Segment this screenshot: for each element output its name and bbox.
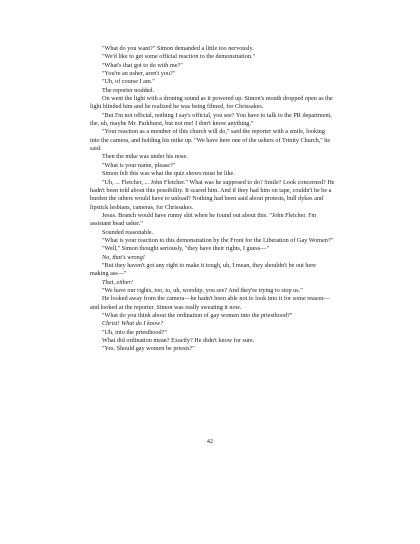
paragraph-italic: Christ! What do I know?: [102, 320, 164, 328]
paragraph-italic: That, either!: [102, 278, 133, 286]
paragraph: "What's that got to do with me?": [102, 61, 183, 69]
paragraph: "But I'm not official, nothing I say's official, you see? You have to talk to the PR department, the, uh, maybe Mr. Parkhurst, but not me! I don't know anything.": [90, 111, 332, 128]
paragraph: The reporter nodded.: [102, 86, 155, 94]
paragraph: "Well," Simon thought seriously, "they have their rights, I guess—": [102, 245, 269, 253]
paragraph: "Yes. Should gay women be priests?": [102, 345, 195, 353]
paragraph: "Uh, of course I am.": [102, 78, 155, 86]
paragraph: "Uh, into the priesthood?": [102, 328, 167, 336]
paragraph: "But they haven't got any right to make it tough, uh, I mean, they shouldn't be out here making ass—": [90, 261, 317, 278]
paragraph: "What is your reaction to this demonstration by the Front for the Liberation of Gay Women?": [102, 236, 334, 244]
paragraph: "What do you want?" Simon demanded a little too nervously.: [102, 45, 254, 52]
paragraph: "Uh, ... Fletcher, ... John Fletcher." What was he supposed to do? Smile? Look concerned? He hadn't been told about this possibility. It scared him. And if they had him on tape, couldn't he be a burden the others would have to unload? Nothing had been said about protests, bull dykes and lipstick lesbians, cameras, for Chrissakes.: [90, 178, 335, 211]
paragraph: Jesus. Branch would have runny shit when he found out about this. "John Fletcher. I'm assistant head usher.": [90, 211, 317, 228]
paragraph: "We have our rights, too, to, uh, worship, you see? And they're trying to stop us.": [102, 286, 303, 294]
body-text: [90, 45, 336, 354]
paragraph: Simon felt this was what the quiz shows must be like.: [102, 170, 235, 178]
paragraph: Sounded reasonable.: [102, 228, 154, 236]
paragraph: On went the light with a droning sound as it powered up. Simon's mouth dropped open as the light blinded him and he realized he was being filmed, for Chrissakes.: [90, 95, 333, 111]
paragraph: He looked away from the camera—he hadn't been able not to look into it for some reason—and looked at the reporter. Simon was really sweating it now.: [90, 295, 330, 311]
paragraph: "What do you think about the ordination of gay women into the priesthood?": [102, 312, 293, 319]
paragraph: "We'd like to get some official reaction to the demonstration.": [102, 53, 255, 61]
paragraph: "What is your name, please?": [102, 161, 176, 169]
paragraph: What did ordination mean? Exactly? He didn't know for sure.: [102, 337, 255, 345]
page-number: 42: [206, 438, 214, 445]
paragraph-italic: No, that's wrong!: [102, 253, 145, 261]
paragraph: "You're an usher, aren't you?": [102, 70, 176, 78]
paragraph: Then the mike was under his nose.: [102, 153, 188, 161]
paragraph: "Your reaction as a member of this church will do," said the reporter with a smile, looking into the camera, and holding his mike up. "We have here one of the ushers of Trinity Church," he said.: [90, 128, 331, 153]
